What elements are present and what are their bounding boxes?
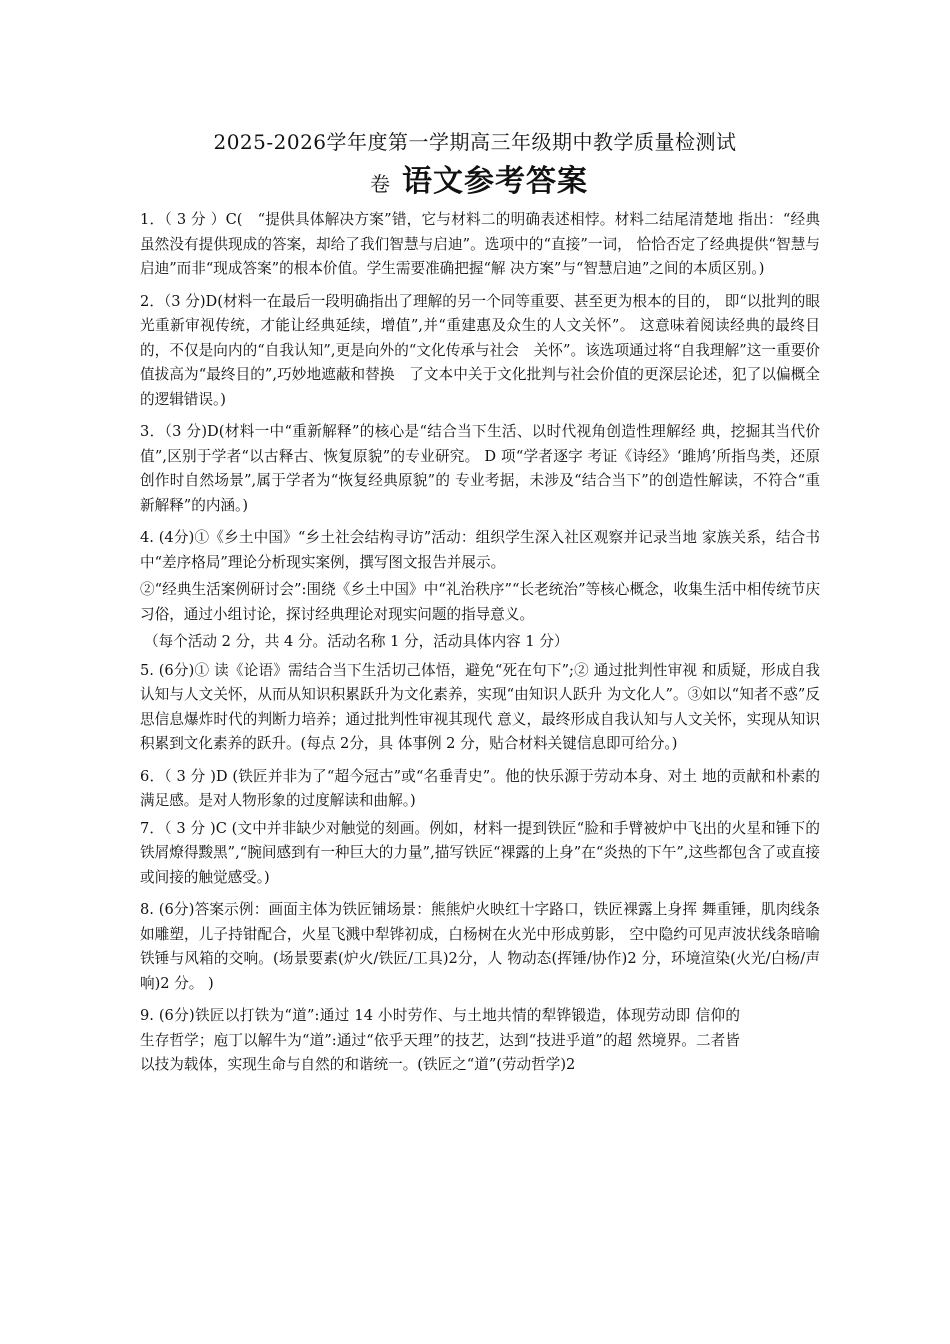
- answer-item-9: 9. (6分)铁匠以打铁为“道”:通过 14 小时劳作、与土地共情的犁铧锻造，体现劳动即 信仰的生存哲学；庖丁以解牛为“道”:通过“依乎天理”的技艺，达到“技进乎道”的超 然境界。二者皆以技为载体，实现生命与自然的和谐统一。(铁匠之“道”(劳动哲学)2: [140, 1007, 740, 1073]
- answer-item-3: 3．（3 分)D(材料一中“重新解释”的核心是“结合当下生活、以时代视角创造性理解经 典，挖掘其当代价值”,区别于学者“以古释古、恢复原貌”的专业研究。 D 项“学者逐字 考证《诗经》‘雎鸠’所指鸟类，还原创作时自然场景”,属于学者为“恢复经典原貌”的 专业考据，未涉及“结合当下”的创造性解读，不符合“重新解释”的内涵。): [140, 423, 820, 514]
- title-continuation: 卷: [370, 172, 390, 196]
- page-subtitle: [370, 162, 588, 206]
- answer-item-4-activity-2: ②“经典生活案例研讨会”:围绕《乡土中国》中“礼治秩序”“长老统治”等核心概念，收集生活中相传统节庆习俗，通过小组讨论，探讨经典理论对现实问题的指导意义。: [140, 581, 820, 623]
- answer-item-7: 7．（ 3 分 )C (文中并非缺少对触觉的刻画。例如，材料一提到铁匠“脸和手臂被炉中飞出的火星和锤下的铁屑燎得黢黑”,“腕间感到有一种巨大的力量”,描写铁匠“裸露的上身”在“炎热的下午”,这些都包含了或直接或间接的触觉感受。): [140, 819, 820, 886]
- answer-item-6: 6．（ 3 分 )D (铁匠并非为了“超今冠古”或“名垂青史”。他的快乐源于劳动本身、对土 地的贡献和朴素的满足感。是对人物形象的过度解读和曲解。): [140, 767, 820, 809]
- page-title: 2025-2026学年度第一学期高三年级期中教学质量检测试: [213, 130, 737, 154]
- answer-list: [140, 208, 820, 1086]
- answer-item-4-scoring-note: （每个活动 2 分，共 4 分。活动名称 1 分，活动具体内容 1 分）: [144, 633, 569, 650]
- answer-key-heading: 语文参考答案: [402, 164, 588, 199]
- answer-item-1: 1．（ 3 分 ）C( “提供具体解决方案”错，它与材料二的明确表述相悖。材料二结尾清楚地 指出：“经典虽然没有提供现成的答案，却给了我们智慧与启迪”。选项中的“直接”一词， 恰恰否定了经典提供“智慧与启迪”而非“现成答案”的根本价值。学生需要准确把握“解 决方案”与“智慧启迪”之间的本质区别。): [140, 211, 820, 277]
- answer-item-4-activity-1: 4. (4分)①《乡土中国》“乡土社会结构寻访”活动：组织学生深入社区观察并记录当地 家族关系，结合书中“差序格局”理论分析现实案例，撰写图文报告并展示。: [140, 529, 820, 571]
- answer-item-2: 2．（3 分)D(材料一在最后一段明确指出了理解的另一个同等重要、甚至更为根本的目的， 即“以批判的眼光重新审视传统，才能让经典延续，增值”,并“重建惠及众生的人文关怀”。 这意味着阅读经典的最终目的，不仅是向内的“自我认知”,更是向外的“文化传承与社会 关怀”。该选项通过将“自我理解”这一重要价值拔高为“最终目的”,巧妙地遮蔽和替换 了文本中关于文化批判与社会价值的更深层论述，犯了以偏概全的逻辑错误。): [140, 292, 820, 408]
- answer-item-5: 5. (6分)① 读《论语》需结合当下生活切己体悟，避免“死在句下”;② 通过批判性审视 和质疑，形成自我认知与人文关怀，从而从知识积累跃升为文化素养，实现“由知识人跃升 为文化人”。③如以“知者不惑”反思信息爆炸时代的判断力培养；通过批判性审视其现代 意义，最终形成自我认知与人文关怀，实现从知识积累到文化素养的跃升。(每点 2分，具 体事例 2 分，贴合材料关键信息即可给分。): [140, 661, 820, 752]
- answer-item-8: 8. (6分)答案示例：画面主体为铁匠铺场景：熊熊炉火映红十字路口，铁匠裸露上身挥 舞重锤，肌肉线条如雕塑，儿子持钳配合，火星飞溅中犁铧初成，白杨树在火光中形成剪影， 空中隐约可见声波状线条暗喻铁锤与风箱的交响。(场景要素(炉火/铁匠/工具)2分，人 物动态(挥锤/协作)2 分，环境渲染(火光/白杨/声响)2 分。 ): [140, 901, 820, 992]
